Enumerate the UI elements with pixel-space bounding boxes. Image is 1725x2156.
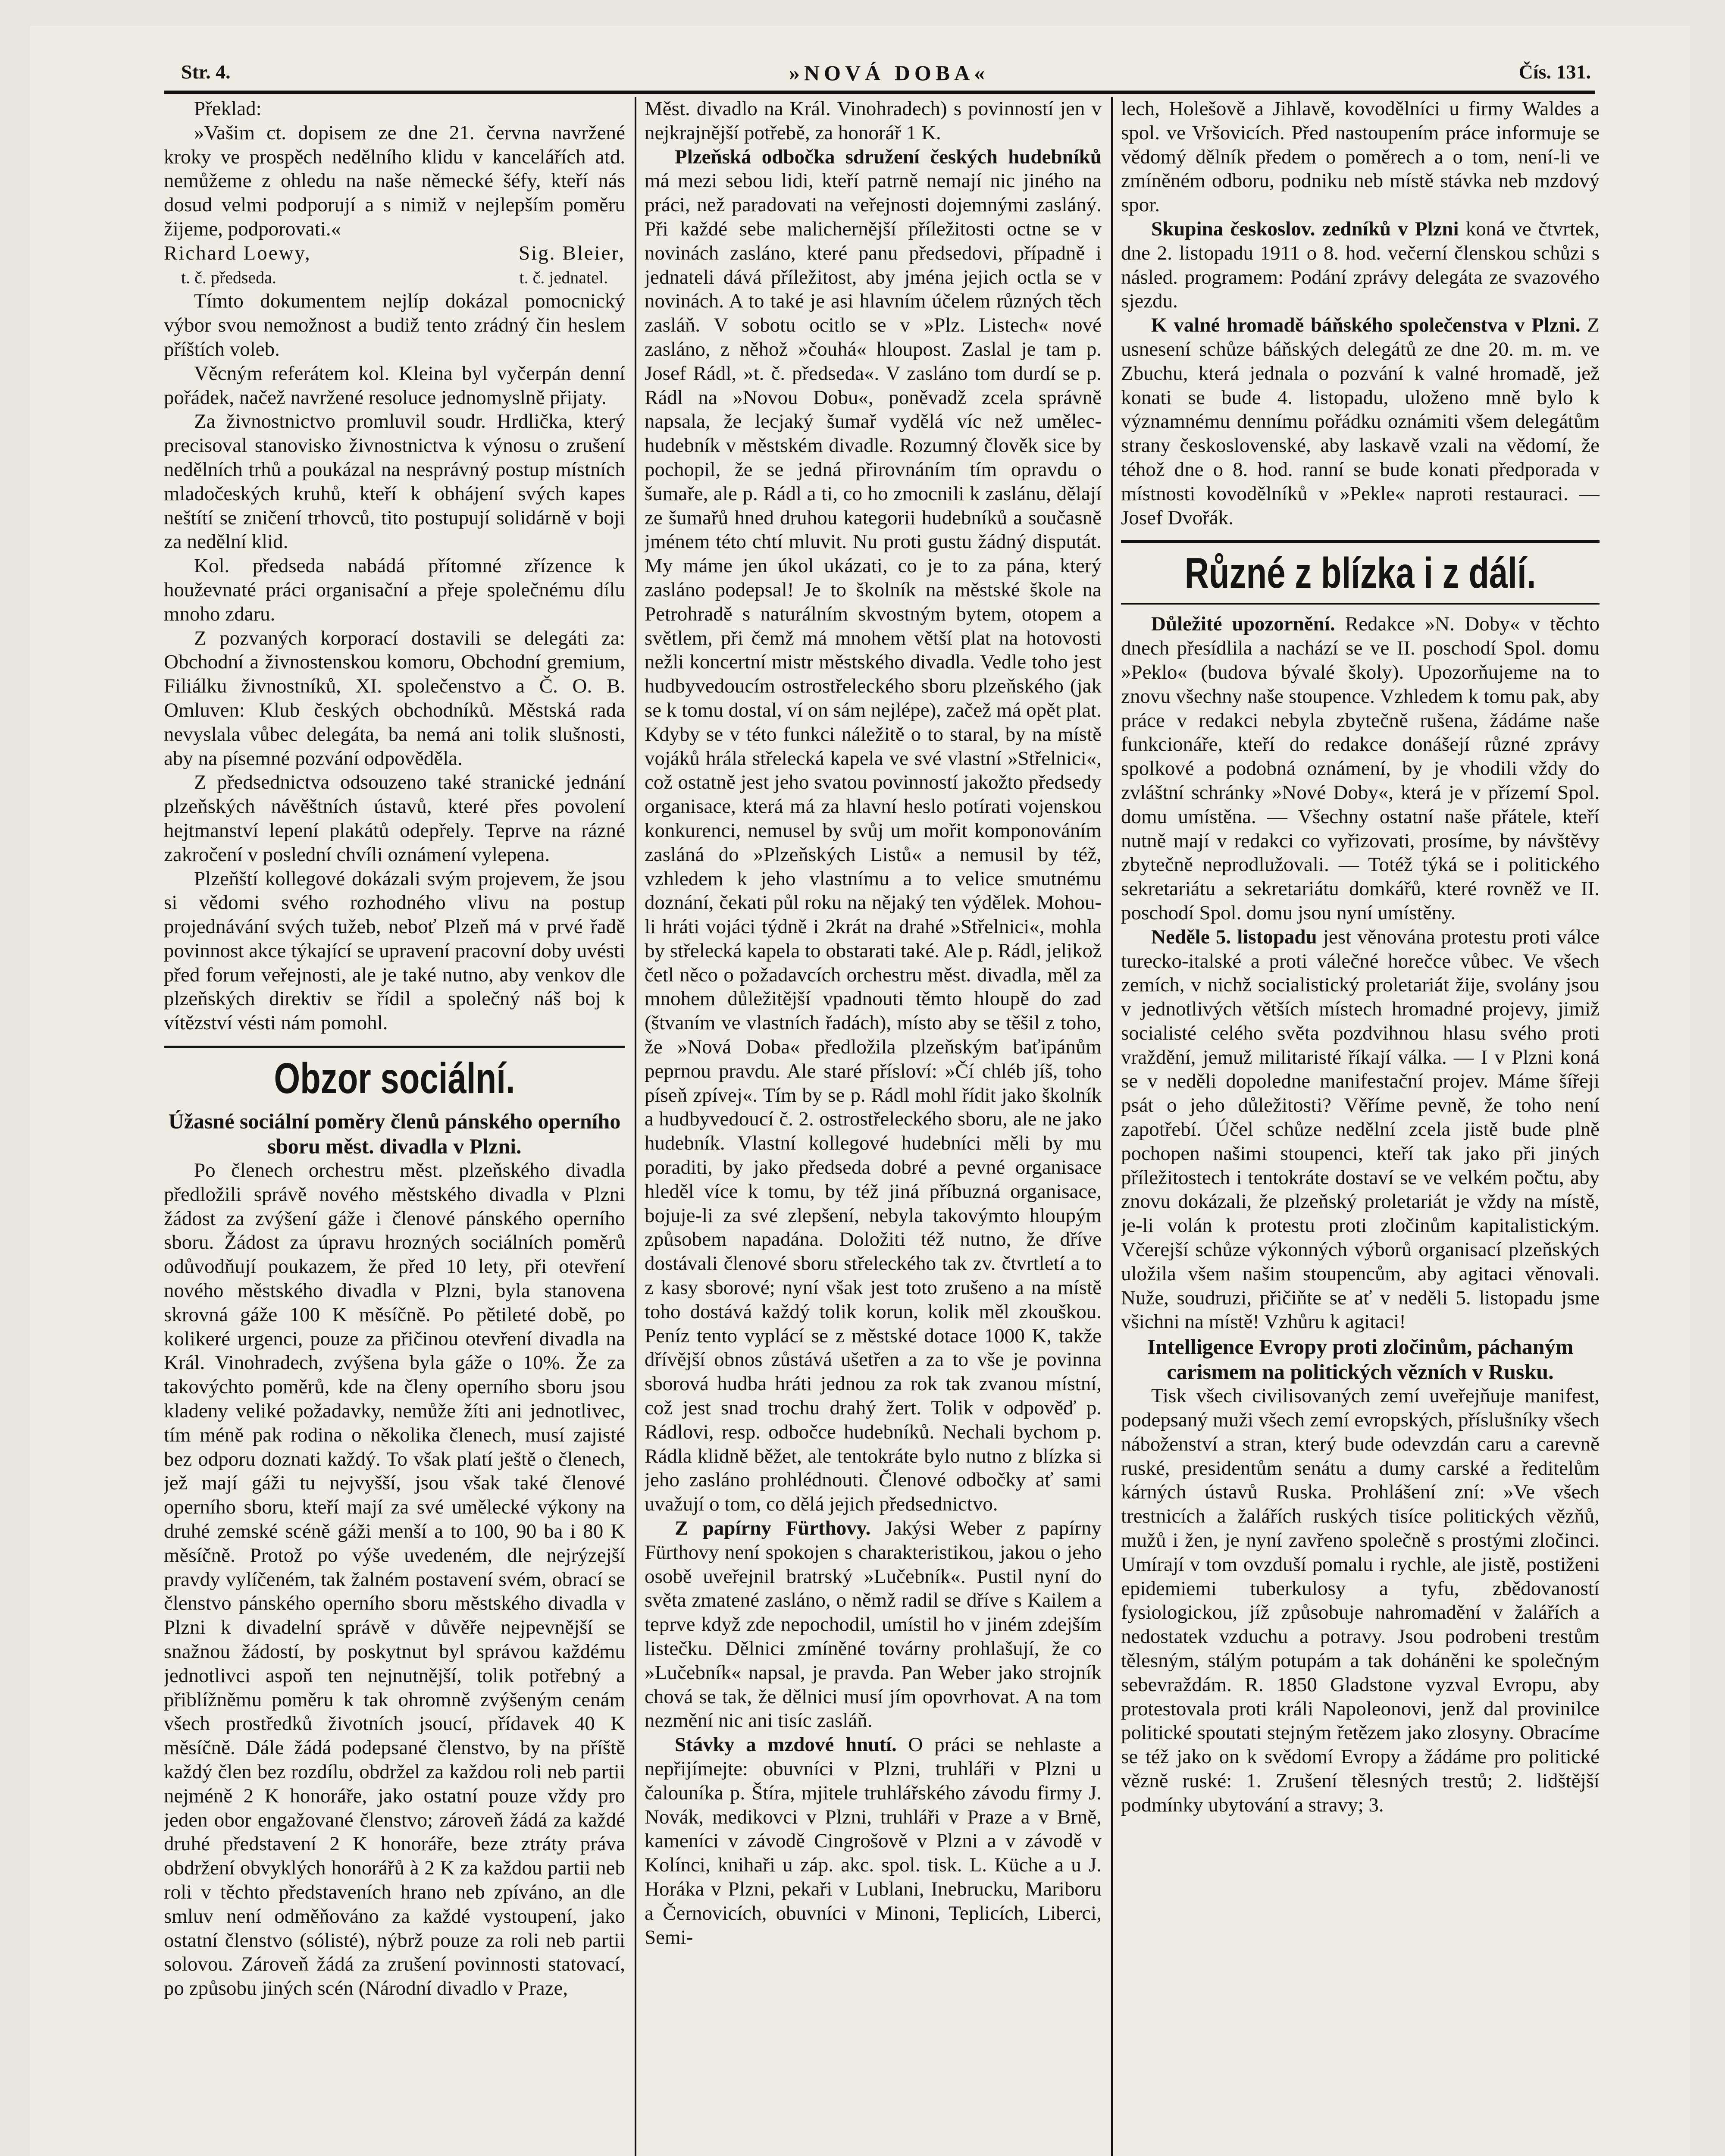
paragraph: lech, Holešově a Jihlavě, kovodělníci u firmy Waldes a spol. ve Vršovicích. Před nastoupením práce informuje se vědomý dělník předem o poměrech a o tom, není-li ve zmíněném odboru, podniku neb místě stávka neb mzdový spor. <box>1121 97 1600 216</box>
signature-name: Sig. Bleier, <box>519 241 625 264</box>
paragraph-text: Jakýsi Weber z papírny Fürthovy není spokojen s charakteristikou, jakou o jeho osobě uveřejnil bratrský »Lučebník«. Pustil nyní do světa zmatené zasláno, o němž radil se dříve s Kailem a teprve když zde nepochodil, umístil ho v jiném zdejším listečku. Dělnici zmíněné továrny prohlašují, že co »Lučebník« napsal, je pravda. Pan Weber jako strojník chová se tak, že dělnici musí jím opovrhovat. A na tom nezmění nic ani tisíc zasláň. <box>645 1517 1102 1732</box>
paragraph: Z předsednictva odsouzeno také stranické jednání plzeňských návěštních ústavů, které přes povolení hejtmanství lepení plakátů odepřely. Teprve na rázné zakročení v poslední chvíli oznámení vylepena. <box>164 771 625 866</box>
paragraph: Překlad: <box>194 97 262 120</box>
article-lead: Skupina českoslov. zedníků v Plzni <box>1151 217 1459 240</box>
article-lead: Důležité upozornění. <box>1151 613 1335 636</box>
paragraph: Věcným referátem kol. Kleina byl vyčerpán denní pořádek, načež navržené resoluce jednomyslně přijaty. <box>164 362 625 409</box>
issue-number: Čís. 131. <box>1518 61 1591 83</box>
article-lead: Neděle 5. listopadu <box>1151 925 1317 948</box>
article-lead: K valné hromadě báňského společenstva v Plzni. <box>1151 314 1581 337</box>
article-lead: Stávky a mzdové hnutí. <box>675 1733 897 1756</box>
paragraph: Tisk všech civilisovaných zemí uveřejňuje manifest, podepsaný muži všech zemí evropských, příslušníky všech náboženství a stran, který bude odevzdán caru a carevně ruské, presidentům senátu a dumy carské a ředitelům kárných ústavů Ruska. Prohlášení zní: »Ve všech trestnicích a žalářích ruských tisíce politických vězňů, mužů i žen, je nyní zavřeno společně s prostými zločinci. Umírají v tom ovzduší pomalu i rychle, ale jistě, postiženi epidemiemi tuberkulosy a tyfu, zbědovaností fysiologickou, jíž způsobuje nahromadění v žalářích a nedostatek vzduchu a potravy. Jsou podrobeni trestům tělesným, stálým potupám a tak doháněni ke společným sebevraždám. R. 1850 Gladstone vyzval Evropu, aby protestovala proti králi Napoleonovi, jenž dal provinilce politické spoutati stejným řetězem jako zlosyny. Obracíme se též jako on k svědomí Evropy a žádáme pro politické vězně ruské: 1. Zrušení tělesných trestů; 2. lidštější podmínky ubytování a stravy; 3. <box>1121 1385 1600 1816</box>
paragraph: Z pozvaných korporací dostavili se delegáti za: Obchodní a živnostenskou komoru, Obchodní gremium, Filiálku živnostníků, XI. společenstvo a Č. O. B. Omluven: Klub českých obchodníků. Městská rada nevyslala vůbec delegáta, ba nemá ani tolik slušnosti, aby na písemné pozvání odpověděla. <box>164 627 625 770</box>
paragraph: Po členech orchestru měst. plzeňského divadla předložili správě nového městského divadla v Plzni žádost za zvýšení gáže i členové pánského operního sboru. Žádost za úpravu hrozných sociálních poměrů odůvodňují poukazem, že před 10 lety, při otevření nového městského divadla v Plzni, byla stanovena skrovná gáže 100 K měsíčně. Po pětileté době, po kolikeré urgenci, pouze za přičinou otevření divadla na Král. Vinohradech, zvýšena byla gáže o 10%. Že za takovýchto poměrů, kde na členy operního sboru jsou kladeny veliké požadavky, nemůže žíti ani jednotlivec, tím méně pak rodina o několika členech, musí zajisté bez odporu doznati každý. To však platí ještě o členech, jež mají gáži tu nejvyšší, jsou však také členové operního sboru, kteří mají za své umělecké výkony na druhé zemské scéně gáži menší a to 100, 90 ba i 80 K měsíčně. Protož po výše uvedeném, dle nejrýzejší pravdy vylíčeném, tak žalném postavení svém, obrací se členstvo pánského operního sboru městského divadla v Plzni k divadelní správě v důvěře nejpevnější se snažnou žádostí, by poskytnut byl správou každému jednotlivci aspoň ten nejnutnější, tolik potřebný a přiblížněmu poměru k tak ohromně zvýšeným cenám všech prostředků životních jsoucí, přídavek 40 K měsíčně. Dále žádá podepsané členstvo, by na příště každý člen bez rozdílu, obdržel za každou roli neb partii nejméně 2 K honoráře, jako ostatní pouze vždy pro jeden obor engažované členstvo; zároveň žádá za každé druhé představení 2 K honoráře, beze ztráty práva obdržení obvyklých honorářů à 2 K za každou partii neb roli v těchto představeních hrano neb zpíváno, an dle smluv není odměňováno za každé vystoupení, jako ostatní členstvo (sólisté), nýbrž pouze za roli neb partii solovou. Zároveň žádá za zrušení povinnosti statovací, po způsobu jiných scén (Národní divadlo v Praze, <box>164 1159 625 2000</box>
paragraph: Měst. divadlo na Král. Vinohradech) s povinností jen v nejkrajnější potřebě, za honorář 1 K. <box>645 97 1102 144</box>
section-rule-thin <box>1121 603 1600 605</box>
signature-row <box>164 241 625 266</box>
article-heading: Intelligence Evropy proti zločinům, páchaným carismem na politických vězních v Rusku. <box>1147 1335 1574 1384</box>
column-divider <box>635 97 636 2156</box>
signature-name: Richard Loewy, <box>164 241 311 264</box>
paragraph: Tímto dokumentem nejlíp dokázal pomocnický výbor svou nemožnost a budiž tento zrádný čin heslem příštích voleb. <box>164 290 625 360</box>
header-rule <box>164 91 1595 94</box>
signature-role: t. č. předseda. <box>181 267 277 287</box>
article-lead: Z papírny Fürthovy. <box>675 1517 871 1540</box>
section-rule <box>164 1046 625 1048</box>
section-rule <box>1121 540 1600 543</box>
section-heading: Různé z blízka i z dálí. <box>1184 549 1536 598</box>
paragraph-text: jest věnována protestu proti válce turecko-italské a proti válečné horečce vůbec. Ve všech zemích, v nichž socialistický proletariát žije, svolány jsou v jednotlivých větších místech hromadné projevy, jimiž socialisté celého světa pozdvihnou hlasu svého proti vraždění, jemuž militaristé říkají válka. — I v Plzni koná se v neděli dopoledne manifestační projev. Máme šířeji psát o jeho důležitosti? Věříme pevně, že toho není zapotřebí. Účel schůze nedělní zcela jistě bude plně pochopen našimi stoupenci, kteří tak jako při jiných příležitostech i tentokráte dostaví se ve velkém počtu, aby znovu dokázali, že plzeňský proletariát je vždy na místě, je-li volán k protestu proti zločinům kapitalistickým. Včerejší schůze výkonných výborů organisací plzeňských uložila všem našim stoupencům, aby agitaci věnovali. Nuže, soudruzi, přičiňte se ať v neděli 5. listopadu jsme všichni na místě! Vzhůru k agitaci! <box>1121 925 1600 1333</box>
article-heading: Úžasné sociální poměry členů pánského operního sboru měst. divadla v Plzni. <box>168 1109 621 1159</box>
masthead-title: »NOVÁ DOBA« <box>789 61 989 85</box>
paragraph <box>645 1517 1102 1733</box>
paragraph <box>1121 313 1600 530</box>
column-1 <box>164 97 625 2156</box>
paragraph-text: koná ve čtvrtek, dne 2. listopadu 1911 o 8. hod. večerní členskou schůzi s násled. programem: Podání zprávy delegáta ze svazového sjezdu. <box>1121 217 1600 313</box>
page-number: Str. 4. <box>181 61 231 83</box>
column-2 <box>645 97 1102 2156</box>
article-lead: Plzeňská odbočka sdružení českých hudebníků <box>675 145 1102 168</box>
paragraph-text: O práci se nehlaste a nepřijímejte: obuvníci v Plzni, truhláři v Plzni u čalouníka p. Štíra, mjitele truhlářského závodu firmy J. Novák, medikovci v Plzni, truhláři v Praze a v Brně, kameníci v závodě Cingrošově v Plzni a v závodě v Kolínci, knihaři u záp. akc. spol. tisk. L. Küche a u J. Horáka v Plzni, pekaři v Lublani, Inebrucku, Mariboru a Černovicích, obuvníci v Minoni, Teplicích, Liberci, Semi- <box>645 1733 1102 1949</box>
paragraph <box>645 145 1102 1517</box>
paragraph <box>1121 925 1600 1335</box>
page-header <box>129 52 1604 91</box>
paragraph: Plzeňští kollegové dokázali svým projevem, že jsou si vědomi svého rozhodného vlivu na postup projednávání svých tužeb, neboť Plzeň má v prvé řadě povinnost akce týkající se upravení pracovní doby uvésti před forum veřejnosti, ale je také nutno, aby venkov dle plzeňských direktiv se řídil a společný náš boj k vítězství vésti nám pomohl. <box>164 867 625 1034</box>
paragraph: Kol. předseda nabádá přítomné zřízence k houževnaté práci organisační a přeje společnému dílu mnoho zdaru. <box>164 555 625 625</box>
paragraph <box>1121 612 1600 925</box>
paragraph <box>1121 217 1600 313</box>
paragraph: »Vašim ct. dopisem ze dne 21. června navržené kroky ve prospěch nedělního klidu v kancelářích atd. nemůžeme z ohledu na naše německé šéfy, kteří nás dosud velmi podporují a s nimiž v nejlepším poměru žijeme, podporovati.« <box>164 121 625 240</box>
signature-role-row <box>164 266 625 290</box>
paragraph <box>645 1733 1102 1949</box>
section-heading: Obzor sociální. <box>274 1054 515 1103</box>
signature-role: t. č. jednatel. <box>519 267 608 287</box>
paragraph-text: Redakce »N. Doby« v těchto dnech přesídlila a nachází se ve II. poschodí Spol. domu »Peklo« (budova bývalé školy). Upozorňujeme na to znovu všechny naše stoupence. Vzhledem k tomu pak, aby práce v redakci nebyla zbytečně rušena, žádáme naše funkcionáře, kteří do redakce donášejí různé zprávy spolkové a podobná oznámení, by je vhodili vždy do zvláštní schránky »Nové Doby«, která je v přízemí Spol. domu umístěna. — Všechny ostatní naše přátele, kteří nutně mají v redakci co vyřizovati, prosíme, by návštěvy zbytečně neprodlužovali. — Totéž týká se i politického sekretariátu a sekretariátu domkářů, které rovněž ve II. poschodí Spol. domu jsou nyní umístěny. <box>1121 613 1600 924</box>
paragraph-text: má mezi sebou lidi, kteří patrně nemají nic jiného na práci, než paradovati na veřejnosti dojemnými zasláný. Při každé sebe malichernější příležitosti octne se v novinách zasláno, které panu předsedovi, případně i jednateli dává příležitost, aby jména jejich octla se v novinách. A to také je asi hlavním účelem různých těch zasláň. V sobotu ocitlo se v »Plz. Listech« nové zasláno, z něhož »čouhá« hloupost. Zaslal je tam p. Josef Rádl, »t. č. předseda«. V zasláno tom durdí se p. Rádl na »Novou Dobu«, poněvadž zcela správně napsala, že lecjaký šumař vydělá víc než umělec-hudebník v městském divadle. Rozumný člověk sice by pochopil, že se jedná přirovnáním tím opravdu o šumaře, ale p. Rádl a ti, co ho zmocnili k zaslánu, dělají ze šumařů hned druhou kategorii hudebníků a současně jménem této chtí mluvit. Nu proti gustu žádný disputát. My máme jen úkol ukázati, co je to za pána, který zasláno podepsal! Je to školník na městské škole na Petrohradě s naturálním skvostným bytem, otopem a světlem, při čemž má mnohem větší plat na hotovosti nežli koncertní mistr městského divadla. Vedle toho jest hudbyvedoucím ostrostřeleckého sboru plzeňského (jak se k tomu dostal, ví on sám nejlépe), začež má opět plat. Kdyby se v této funkci náležitě o to staral, by na místě vojáků hrála střelecká kapela ve své vlastní »Střelnici«, což ostatně jest jeho svatou povinností jakožto předsedy organisace, která má za hlavní heslo potírati vojenskou konkurenci, nemusel by svůj um mořit komponováním zasláná do »Plzeňských Listů« a nemusil by též, vzhledem k jeho vlastnímu a to velice smutnému doznání, čekati půl roku na nějaký ten výdělek. Mohou-li hráti vojáci týdně i 2krát na drahé »Střelnici«, mohla by střelecká kapela to obstarati také. Ale p. Rádl, jelikož četl něco o požadavcích orchestru měst. divadla, měl za mnohem důležitější vpadnouti těmto hloupě do zad (štvaním ve vlastních řadách), místo aby se těšil z toho, že »Nová Doba« předložila plzeňským baťipánům peprnou pravdu. Ale staré přísloví: »Čí chléb jíš, toho píseň zpívej«. Tím by se p. Rádl mohl řídit jako školník a hudbyvedoucí č. 2. ostrostřeleckého sboru, ale ne jako hudebník. Vlastní kollegové hudebníci měli by mu poraditi, by jako předseda dobré a pevné organisace hleděl více k tomu, by též jiná příbuzná organisace, bojuje-li za své zlepšení, nebyla takovýmto hloupým způsobem napadána. Doložiti též nutno, že dříve dostávali členové sboru střeleckého tak zv. čtvrtletí a to z kasy sborové; nyní však jest toto zrušeno a na místě toho dostává každý tolik korun, kolik měl zkouškou. Peníz tento vyplácí se z městské dotace 1000 K, takže dřívější obnos zůstává ušetřen a za to vše je povinna sborová hudba hráti jednou za rok tak zvanou místní, což jest snad trochu drahý žert. Tolik v odpověď p. Rádlovi, resp. odbočce hudebníků. Nechali bychom p. Rádla klidně běžet, ale tentokráte bylo nutno z blízka si jeho zasláno prohlédnouti. Členové odbočky ať sami uvažují o tom, co dělá jejich předsednictvo. <box>645 169 1102 1516</box>
paragraph-text: Z usnesení schůze báňských delegátů ze dne 20. m. m. ve Zbuchu, která jednala o pozvání k valné hromadě, jež konati se bude 4. listopadu, uloženo mně bylo k významnému dennímu pořádku oznámiti všem delegátům strany československé, aby laskavě vzali na vědomí, že téhož dne o 8. hod. ranní se bude konati předporada v místnosti kovodělníků v »Pekle« naproti restauraci. — Josef Dvořák. <box>1121 314 1600 529</box>
paragraph: Za živnostnictvo promluvil soudr. Hrdlička, který precisoval stanovisko živnostnictva k výnosu o zrušení nedělních trhů a poukázal na nesprávný postup místních mladočeských kruhů, kteří k obhájení svých kapes neštítí se zničení trhovců, tito postupují solidárně v boji za nedělní klid. <box>164 410 625 553</box>
column-3 <box>1121 97 1600 2156</box>
column-divider <box>1111 97 1113 2156</box>
